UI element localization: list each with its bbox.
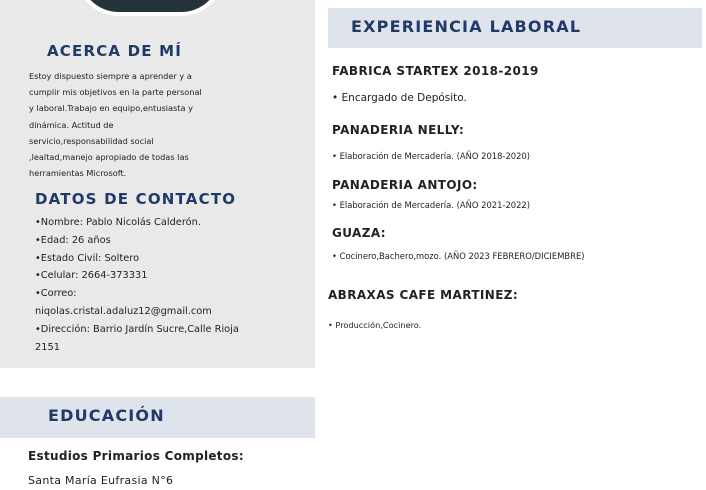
about-line: cumplir mis objetivos en la parte personal <box>29 87 202 98</box>
contact-item-email[interactable]: niqolas.cristal.adaluz12@gmail.com <box>35 305 212 317</box>
contact-item-age: •Edad: 26 años <box>35 234 111 246</box>
education-title: EDUCACIÓN <box>48 406 165 425</box>
contact-item-name: •Nombre: Pablo Nicolás Calderón. <box>35 217 201 228</box>
about-line: herramientas Microsoft. <box>29 168 127 179</box>
job-title: PANADERIA NELLY: <box>332 123 465 137</box>
job-title: PANADERIA ANTOJO: <box>332 178 478 192</box>
about-line: dinámica. Actitud de <box>29 119 114 130</box>
about-line: y laboral.Trabajo en equipo,entusiasta y <box>29 103 193 114</box>
contact-list <box>35 214 265 356</box>
job-description: • Encargado de Depósito. <box>332 92 467 104</box>
job-description: • Producción,Cocinero. <box>328 320 422 330</box>
job-title: ABRAXAS CAFE MARTINEZ: <box>328 288 519 302</box>
contact-item-address-number: 2151 <box>35 341 60 353</box>
contact-title: DATOS DE CONTACTO <box>35 190 237 208</box>
contact-item-email-label: •Correo: <box>35 288 77 300</box>
contact-item-address: •Dirección: Barrio Jardín Sucre,Calle Rioja <box>35 323 239 335</box>
job-description: • Elaboración de Mercadería. (AÑO 2021-2022) <box>332 200 531 210</box>
education-degree: Estudios Primarios Completos: <box>28 449 244 463</box>
contact-item-phone: •Celular: 2664-373331 <box>35 270 148 282</box>
job-title: FABRICA STARTEX 2018-2019 <box>332 64 539 78</box>
experience-title: EXPERIENCIA LABORAL <box>351 17 582 36</box>
about-text <box>29 68 234 181</box>
job-title: GUAZA: <box>332 226 386 240</box>
about-line: servicio,responsabilidad social <box>29 135 154 146</box>
about-line: Estoy dispuesto siempre a aprender y a <box>29 71 192 81</box>
education-school: Santa María Eufrasia N°6 <box>28 474 174 487</box>
job-description: • Elaboración de Mercadería. (AÑO 2018-2020) <box>332 151 531 161</box>
about-title: ACERCA DE MÍ <box>47 42 183 60</box>
job-description: • Cocinero,Bachero,mozo. (AÑO 2023 FEBRERO/DICIEMBRE) <box>332 251 585 261</box>
about-line: ,lealtad,manejo apropiado de todas las <box>29 152 189 163</box>
contact-item-civil-status: •Estado Civil: Soltero <box>35 252 140 264</box>
